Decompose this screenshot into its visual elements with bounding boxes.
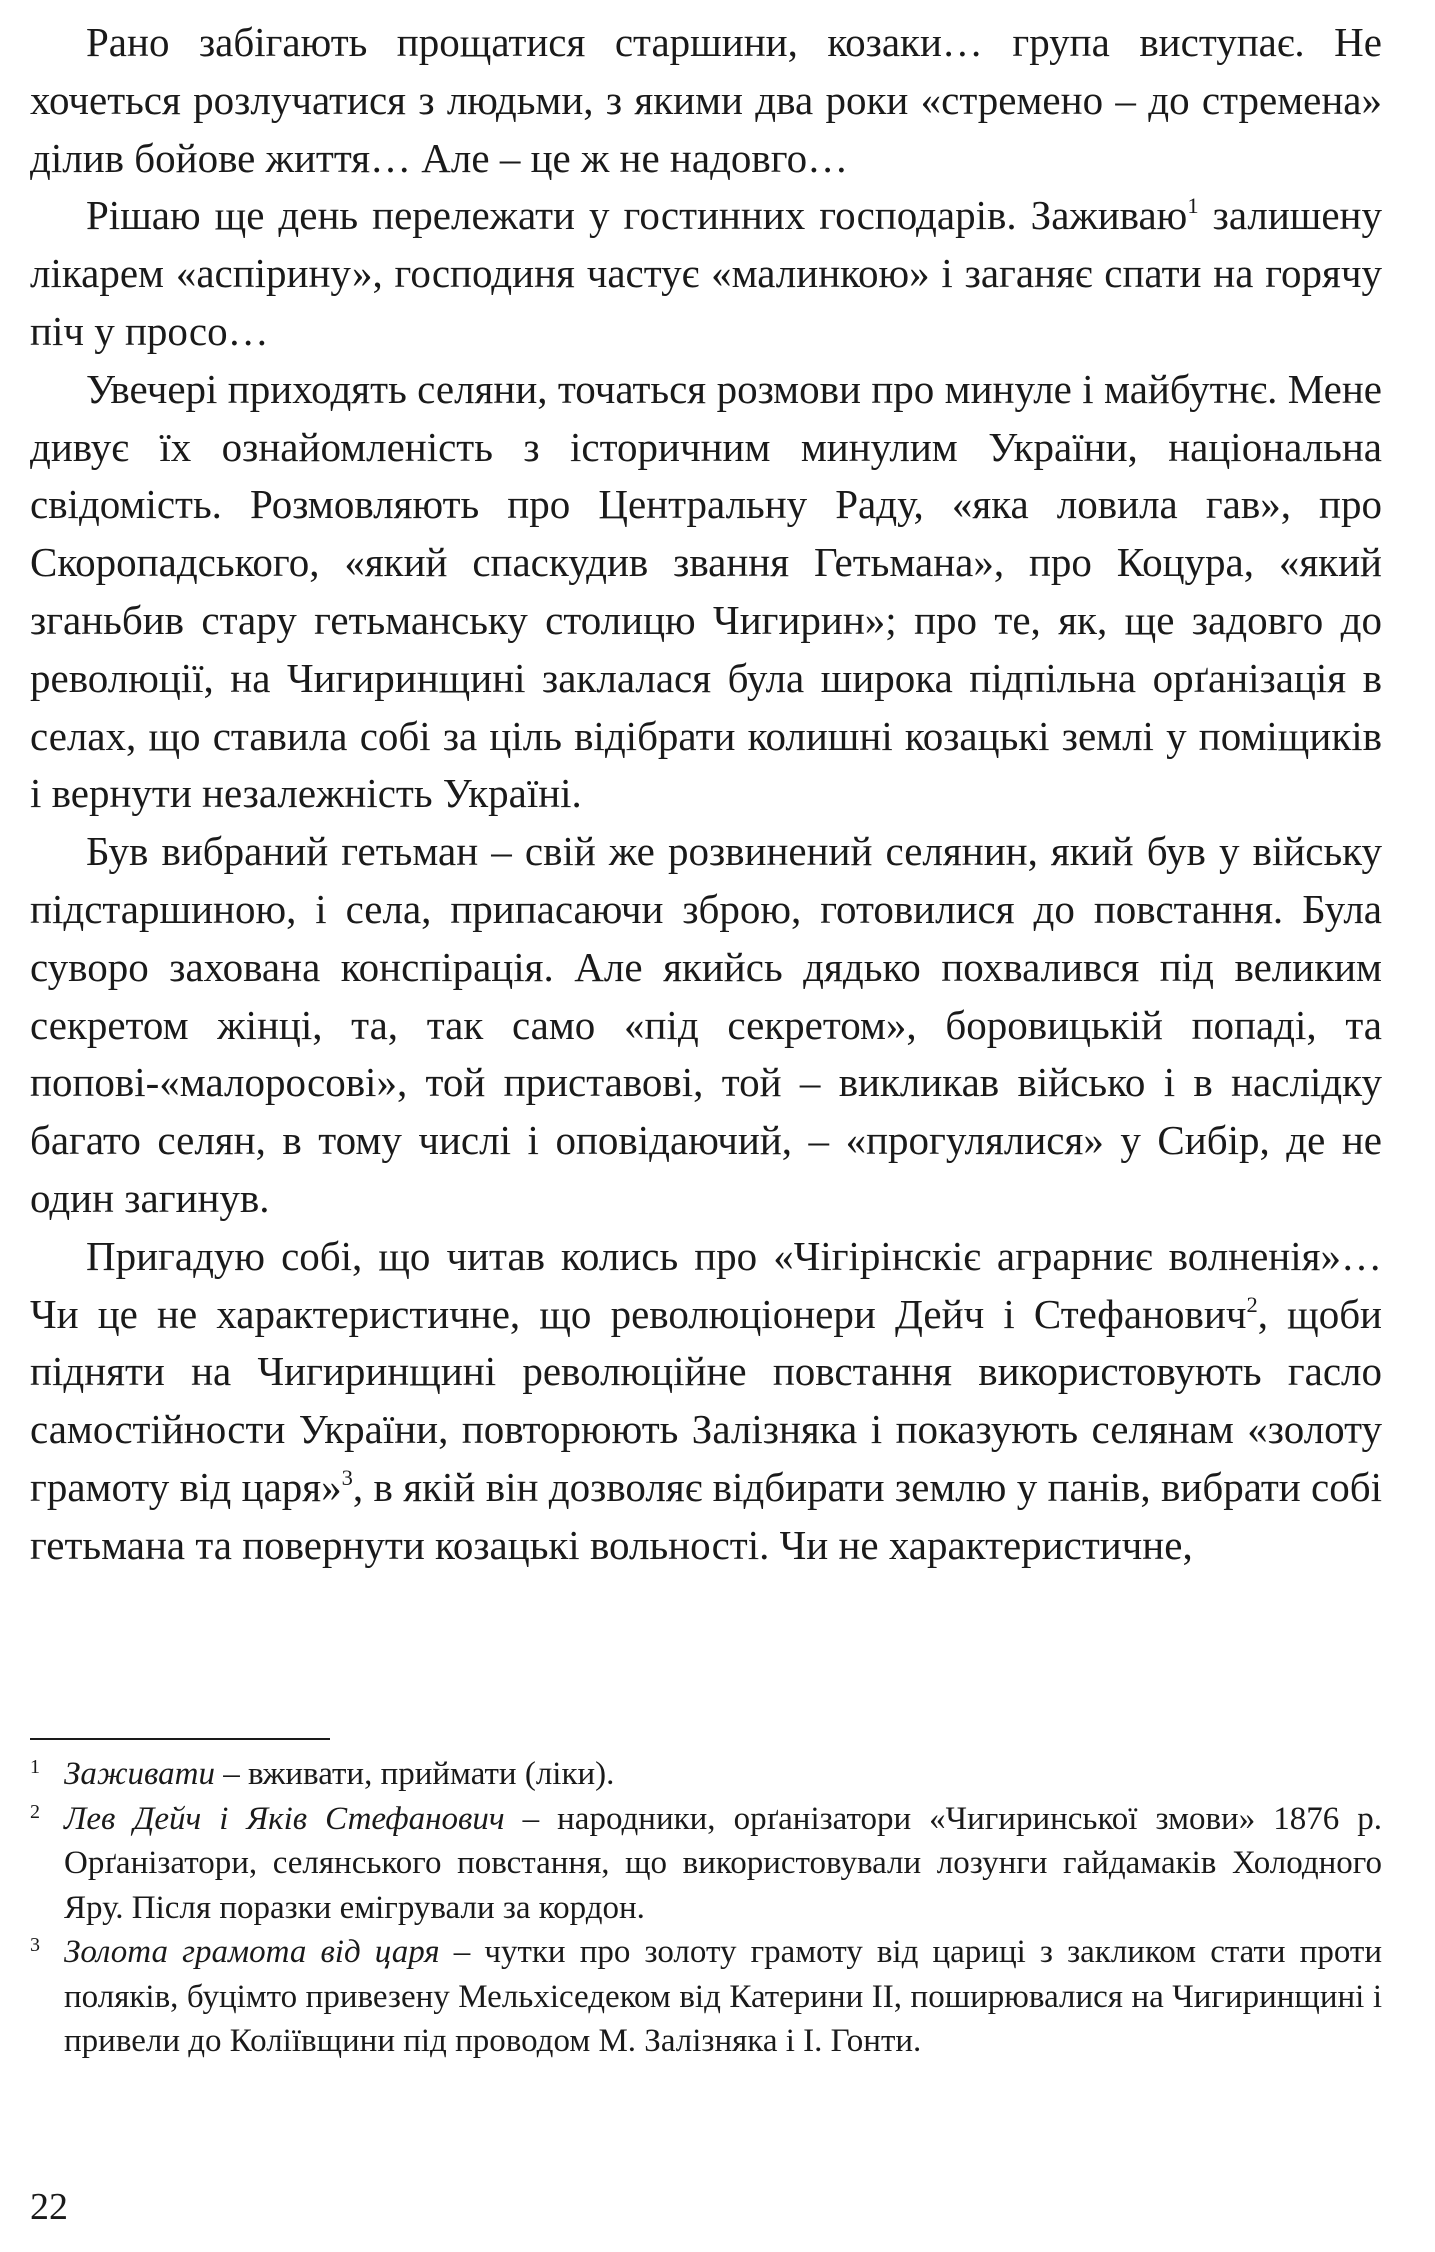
footnote-ref-2[interactable]: 2	[1246, 1291, 1258, 1317]
footnote-text: – народники, орґанізатори «Чигиринської змови» 1876 р. Орґанізатори, селянського повстання, що використовували лозунги гайдамаків Холодного Яру. Після поразки емігрували за кордон.	[64, 1800, 1382, 1926]
paragraph-5	[30, 1228, 1382, 1575]
footnote-term: Золота грамота від царя	[64, 1934, 440, 1970]
footnote-3	[30, 1930, 1382, 2064]
paragraph-3	[30, 361, 1382, 823]
footnotes	[30, 1752, 1382, 2064]
footnote-2	[30, 1797, 1382, 1931]
paragraph-text: Пригадую собі, що читав колись про «Чігірінскіє аграрниє волненія»… Чи це не характеристичне, що революціонери Дейч і Стефанович	[30, 1232, 1382, 1337]
paragraph-text: Був вибраний гетьман – свій же розвинений селянин, який був у війську підстаршиною, і села, припасаючи зброю, готовилися до повстання. Була суворо захована конспірація. Але якийсь дядько похвалився під великим секретом жінці, та, так само «під секретом», боровицькій попаді, та попові-«малоросові», той приставові, той – викликав військо і в наслідку багато селян, в тому числі і оповідаючий, – «прогулялися» у Сибір, де не один загинув.	[30, 828, 1382, 1221]
footnote-number: 3	[30, 1934, 40, 1956]
footnote-number: 1	[30, 1756, 40, 1778]
paragraph-4	[30, 823, 1382, 1228]
paragraph-text: Рішаю ще день перележати у гостинних господарів. Заживаю	[86, 192, 1188, 239]
paragraph-text: , щоби підняти на Чигиринщині революційне повстання використовують гасло самостійности України, повторюють Залізняка і показують селянам «золоту грамоту від царя»	[30, 1290, 1382, 1510]
body-text	[30, 0, 1382, 1575]
page-number: 22	[30, 2186, 68, 2228]
footnote-number: 2	[30, 1800, 40, 1823]
footnote-1	[30, 1752, 1382, 1797]
footnote-ref-3[interactable]: 3	[341, 1465, 353, 1491]
paragraph-1	[30, 14, 1382, 187]
footnote-text: – чутки про золоту грамоту від цариці з закликом стати проти поляків, буцімто привезену Мельхіседеком від Катерини ІІ, поширювалися на Чигиринщині і привели до Коліївщини під проводом М. Залізняка і І. Гонти.	[64, 1934, 1382, 2059]
paragraph-2	[30, 187, 1382, 360]
paragraph-text: Рано забігають прощатися старшини, козаки… група виступає. Не хочеться розлучатися з людьми, з якими два роки «стремено – до стремена» ділив бойове життя… Але – це ж не надовго…	[30, 19, 1382, 181]
page	[30, 0, 1382, 1575]
paragraph-text: Увечері приходять селяни, точаться розмови про минуле і майбутнє. Мене дивує їх ознайомленість з історичним минулим України, національна свідомість. Розмовляють про Центральну Раду, «яка ловила гав», про Скоропадського, «який спаскудив звання Гетьмана», про Коцура, «який зганьбив стару гетьманську столицю Чигирин»; про те, як, ще задовго до революції, на Чигиринщині заклалася була широка підпільна орґанізація в селах, що ставила собі за ціль відібрати колишні козацькі землі у поміщиків і вернути незалежність Україні.	[30, 365, 1382, 817]
footnote-ref-1[interactable]: 1	[1187, 193, 1199, 219]
paragraph-text: залишену лікарем «аспірину», господиня частує «малинкою» і заганяє спати на горячу піч у просо…	[30, 192, 1382, 354]
footnote-text: – вживати, приймати (ліки).	[214, 1756, 615, 1792]
footnote-term: Заживати	[64, 1756, 215, 1792]
paragraph-text: , в якій він дозволяє відбирати землю у панів, вибрати собі гетьмана та повернути козацькі вольності. Чи не характеристичне,	[30, 1463, 1382, 1568]
footnote-divider	[30, 1738, 330, 1740]
footnote-term: Лев Дейч і Яків Стефанович	[64, 1800, 505, 1837]
